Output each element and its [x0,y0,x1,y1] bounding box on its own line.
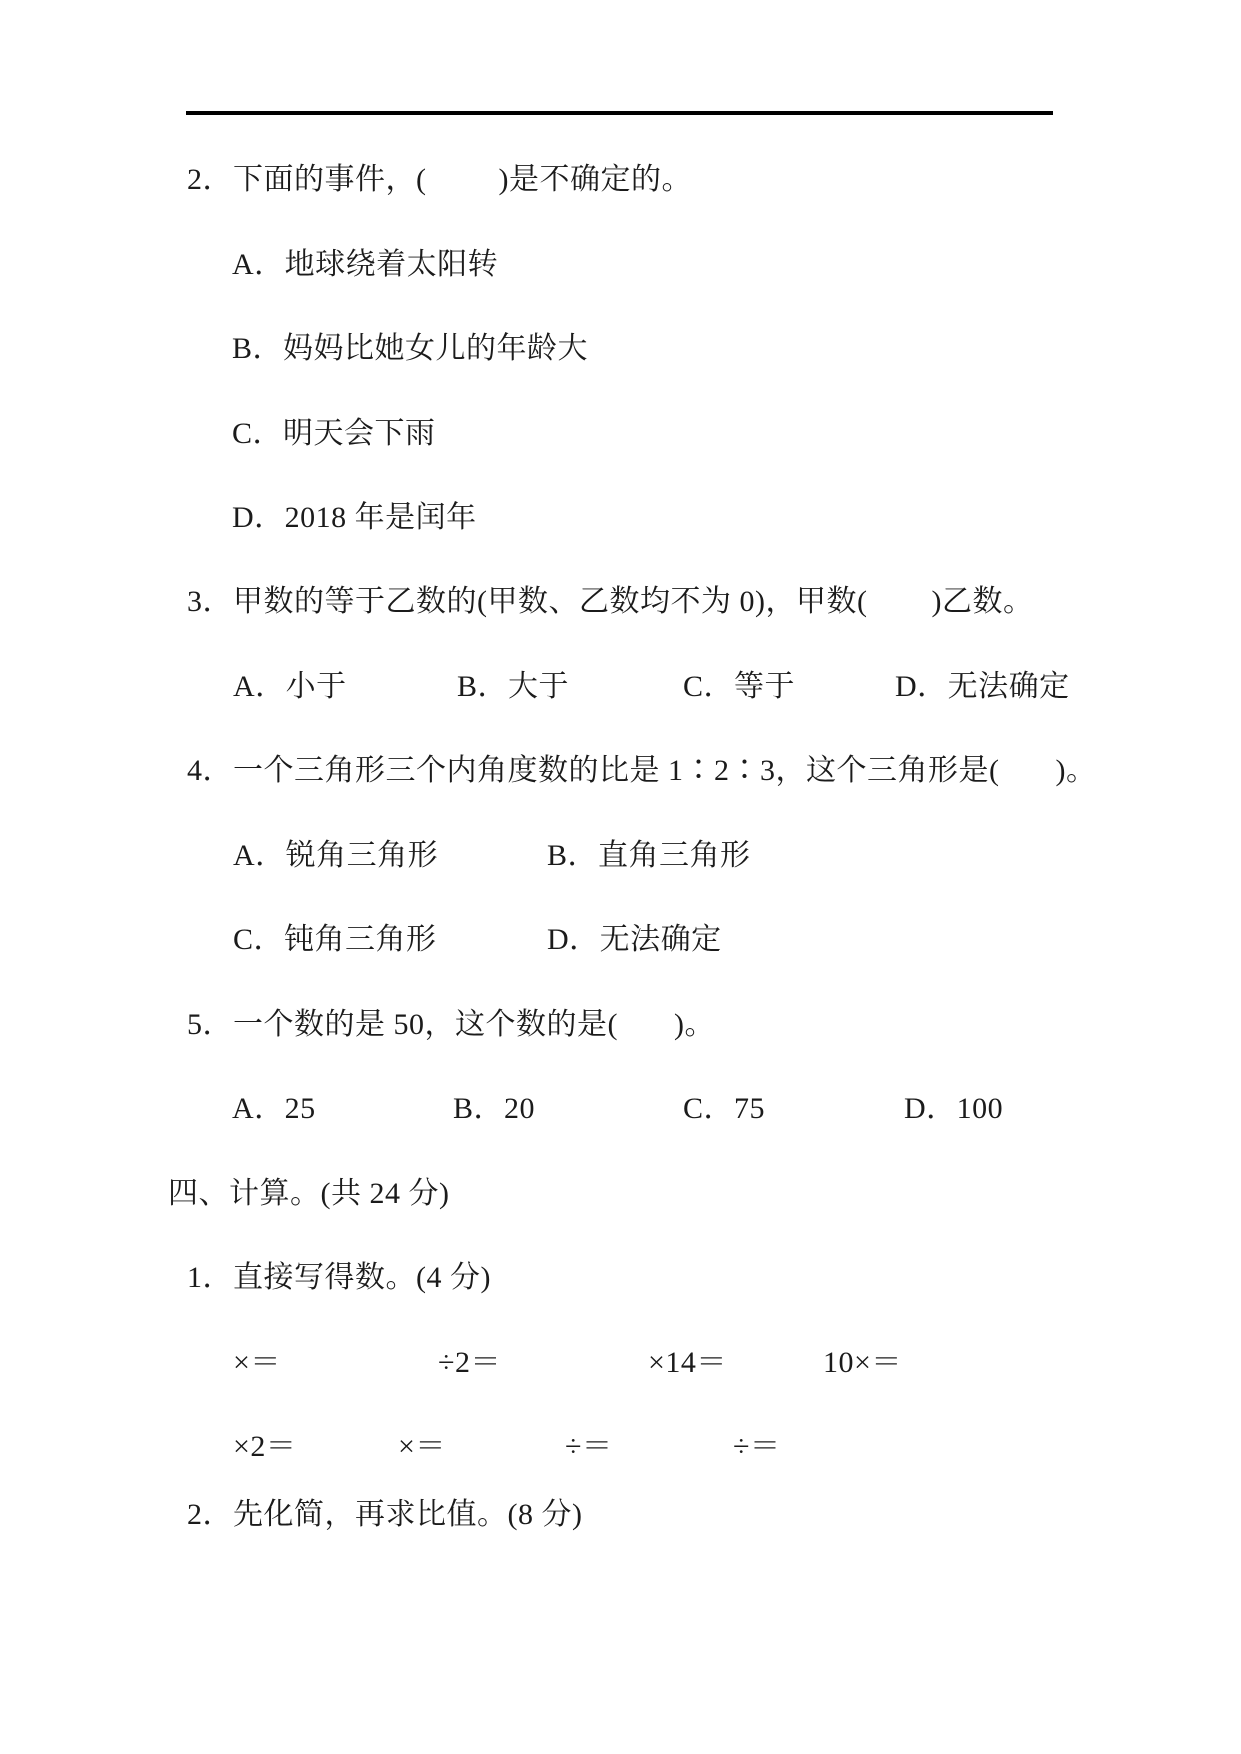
question-3-stem: 3．甲数的等于乙数的(甲数、乙数均不为 0)，甲数( )乙数。 [187,585,1034,618]
question-3-option-c: C．等于 [683,670,796,703]
question-5-option-a: A．25 [232,1092,316,1125]
question-5-option-d: D．100 [904,1092,1004,1125]
question-2-option-a: A．地球绕着太阳转 [232,248,499,281]
calc-expression: ×＝ [398,1430,446,1463]
header-divider [186,111,1053,115]
question-4-stem: 4．一个三角形三个内角度数的比是 1∶2∶3，这个三角形是( )。 [187,754,1097,787]
question-4-option-d: D．无法确定 [547,923,722,956]
question-2-option-b: B．妈妈比她女儿的年龄大 [232,332,589,365]
question-3-option-d: D．无法确定 [895,670,1070,703]
calc-expression: 10×＝ [823,1346,902,1379]
question-4-option-b: B．直角三角形 [547,839,751,872]
calc-expression: ÷＝ [565,1430,613,1463]
question-4-option-a: A．锐角三角形 [233,839,439,872]
question-4-option-c: C．钝角三角形 [233,923,437,956]
question-5-stem: 5．一个数的是 50，这个数的是( )。 [187,1008,715,1041]
calc-expression: ×＝ [233,1346,281,1379]
section-4-title: 四、计算。(共 24 分) [168,1177,450,1210]
calc-expression: ÷＝ [733,1430,781,1463]
calc-expression: ×14＝ [648,1346,727,1379]
calc-expression: ×2＝ [233,1430,297,1463]
question-2-stem: 2．下面的事件，( )是不确定的。 [187,163,692,196]
calc-item-2-title: 2．先化简，再求比值。(8 分) [187,1498,583,1531]
question-2-option-d: D．2018 年是闰年 [232,501,477,534]
question-3-option-b: B．大于 [457,670,570,703]
question-3-option-a: A．小于 [233,670,347,703]
question-5-option-b: B．20 [453,1092,536,1125]
calc-item-1-title: 1．直接写得数。(4 分) [187,1261,491,1294]
question-5-option-c: C．75 [683,1092,766,1125]
calc-expression: ÷2＝ [438,1346,501,1379]
question-2-option-c: C．明天会下雨 [232,417,436,450]
